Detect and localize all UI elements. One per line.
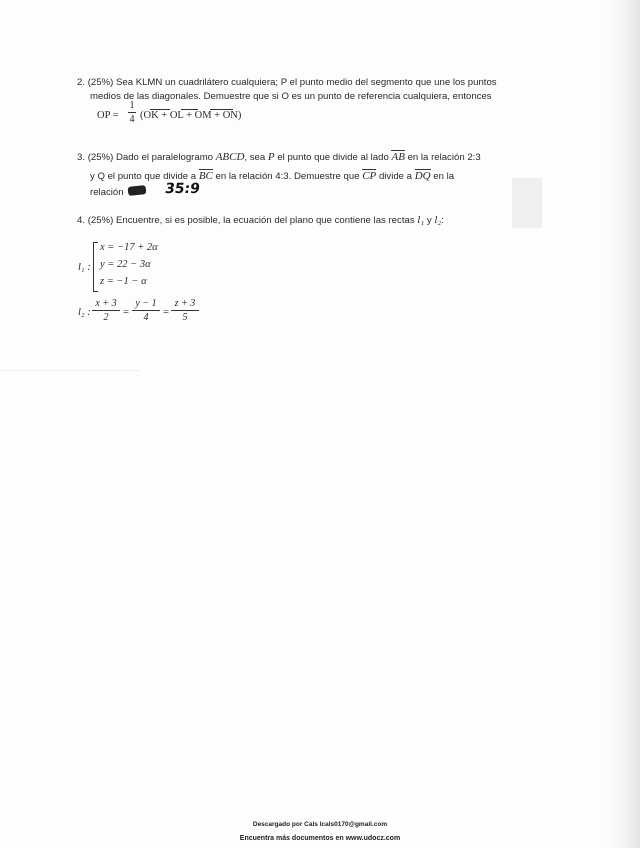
problem-text: y Q el punto que divide a xyxy=(90,171,197,182)
fraction-numerator: y − 1 xyxy=(135,298,157,309)
problem-number: 3. xyxy=(77,152,86,163)
problem-text: , sea xyxy=(244,152,266,163)
formula-fraction xyxy=(128,100,136,125)
vector-bar xyxy=(181,109,198,110)
fraction-bar xyxy=(171,310,199,311)
point-p: P xyxy=(267,151,275,163)
vector-bar xyxy=(210,109,233,110)
fraction-denominator: 4 xyxy=(143,312,149,323)
segment-cp: CP xyxy=(362,170,377,182)
l2-label: l₂ : xyxy=(78,307,91,318)
l1-equation-y: y = 22 − 3α xyxy=(100,259,151,270)
l1-equation-z: z = −1 − α xyxy=(100,276,147,287)
problem-text: divide a xyxy=(378,171,413,182)
problem-text: en la relación 4:3. Demuestre que xyxy=(215,171,360,182)
problem-weight: (25%) xyxy=(87,77,114,88)
l1-equation-x: x = −17 + 2α xyxy=(100,242,158,253)
fraction-numerator: 1 xyxy=(129,100,135,111)
problem-number: 2. xyxy=(77,77,86,88)
footer-link-line[interactable]: Encuentra más documentos en www.udocz.com xyxy=(239,835,401,842)
problem-weight: (25%) xyxy=(87,215,114,226)
problem-text: y xyxy=(426,215,432,226)
line-l1: l₁ xyxy=(417,214,425,226)
fraction-numerator: x + 3 xyxy=(95,298,117,309)
formula-lhs: OP = xyxy=(97,110,119,121)
problem-number: 4. xyxy=(77,215,86,226)
l2-fraction-y xyxy=(132,298,160,323)
segment-dq: DQ xyxy=(414,170,431,182)
l2-fraction-z xyxy=(171,298,199,323)
fraction-denominator: 4 xyxy=(129,114,135,125)
ink-scribble xyxy=(128,185,147,196)
problem-4-line-1 xyxy=(77,214,444,227)
problem-text: en la relación 2:3 xyxy=(407,152,481,163)
problem-3-line-1 xyxy=(77,151,481,164)
segment-bc: BC xyxy=(198,170,213,182)
fraction-bar xyxy=(132,310,160,311)
problem-text: : xyxy=(441,215,444,226)
formula-rhs: (OK + OL + OM + ON) xyxy=(140,110,242,121)
equals-sign: = xyxy=(163,307,169,318)
fraction-numerator: z + 3 xyxy=(174,298,196,309)
fraction-denominator: 5 xyxy=(182,312,188,323)
bleed-through xyxy=(0,370,140,371)
parallelogram-label: ABCD xyxy=(215,151,245,163)
bleed-through xyxy=(512,178,542,228)
problem-text: Encuentre, si es posible, la ecuación del plano que contiene las rectas xyxy=(115,215,415,226)
handwritten-answer: 35:9 xyxy=(163,181,201,197)
problem-3-line-2 xyxy=(90,170,454,183)
problem-weight: (25%) xyxy=(87,152,114,163)
problem-text: el punto que divide al lado xyxy=(277,152,389,163)
problem-text: en la xyxy=(433,171,455,182)
problem-2-line-1 xyxy=(77,77,497,89)
scan-shadow xyxy=(606,0,640,848)
l1-label: l₁ : xyxy=(78,262,91,273)
l2-fraction-x xyxy=(92,298,120,323)
line-l2: l₂ xyxy=(434,214,442,226)
problem-3-line-3: relación xyxy=(90,187,124,198)
fraction-denominator: 2 xyxy=(103,312,109,323)
system-brace xyxy=(93,242,98,292)
footer-download-line: Descargado por Cals Icals0170@gmail.com xyxy=(252,821,388,828)
problem-text: Sea KLMN un cuadrilátero cualquiera; P el punto medio del segmento que une los puntos xyxy=(115,77,497,88)
fraction-bar xyxy=(128,112,136,113)
vector-bar xyxy=(150,109,170,110)
equals-sign: = xyxy=(123,307,129,318)
segment-ab: AB xyxy=(391,151,405,163)
problem-2-line-2: medios de las diagonales. Demuestre que si O es un punto de referencia cualquiera, entonces xyxy=(90,91,492,102)
fraction-bar xyxy=(92,310,120,311)
problem-text: Dado el paralelogramo xyxy=(115,152,214,163)
